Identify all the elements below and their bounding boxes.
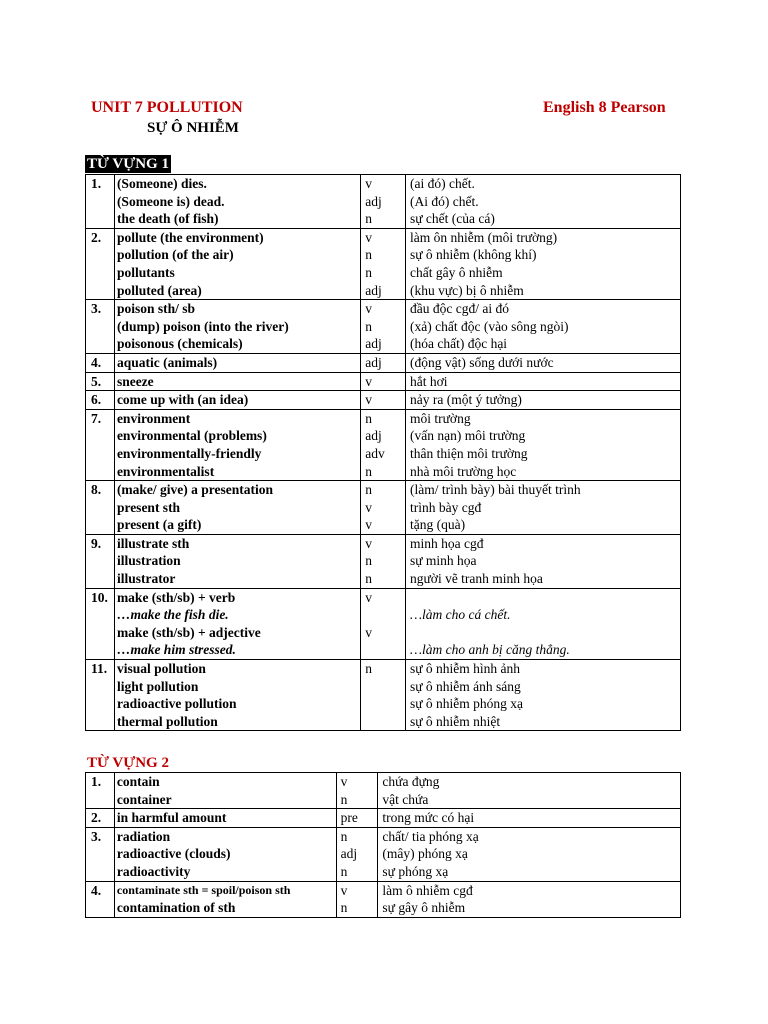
book-title: English 8 Pearson [543, 99, 666, 116]
english-term-cell [114, 409, 360, 480]
part-of-speech: adv [365, 445, 385, 461]
part-of-speech: v [365, 392, 372, 408]
vietnamese-meaning: sự ô nhiễm ánh sáng [409, 678, 521, 694]
part-of-speech: pre [340, 810, 358, 826]
part-of-speech-cell [361, 228, 406, 299]
part-of-speech-cell [361, 534, 406, 588]
english-term: (make/ give) a presentation [116, 482, 274, 498]
english-term: visual pollution [116, 661, 206, 677]
part-of-speech: n [365, 571, 372, 587]
vietnamese-meaning: trong mức có hại [382, 810, 475, 826]
english-term-cell [114, 481, 360, 535]
row-number [86, 409, 115, 480]
english-term: sneeze [116, 373, 154, 389]
vietnamese-meaning: làm ôn nhiễm (môi trường) [409, 229, 558, 245]
table-row [86, 588, 681, 659]
vietnamese-meaning: (hóa chất) độc hại [409, 336, 508, 352]
table-row [86, 534, 681, 588]
vietnamese-meaning: (ai đó) chết. [409, 176, 475, 191]
english-term: environmentalist [116, 463, 215, 479]
part-of-speech-cell [361, 372, 406, 391]
row-number [86, 372, 115, 391]
unit-subtitle: SỰ Ô NHIỄM [147, 120, 239, 136]
part-of-speech: n [340, 900, 348, 916]
vietnamese-meaning-cell [405, 175, 680, 229]
english-term: poisonous (chemicals) [116, 336, 243, 352]
table-row [86, 175, 681, 229]
row-number-text: 2. [91, 810, 102, 826]
table-row [86, 300, 681, 354]
table-row [86, 881, 681, 917]
english-term: come up with (an idea) [116, 392, 249, 408]
vietnamese-meaning: …làm cho cá chết. [409, 607, 511, 623]
english-term: poison sth/ sb [116, 301, 195, 317]
table-row [86, 409, 681, 480]
vietnamese-meaning: (xả) chất độc (vào sông ngòi) [409, 318, 569, 334]
part-of-speech-cell [336, 809, 378, 828]
english-term-cell [114, 228, 360, 299]
table-row [86, 372, 681, 391]
english-term: present (a gift) [116, 517, 202, 533]
english-term: illustrate sth [116, 535, 190, 551]
vietnamese-meaning-cell [405, 353, 680, 372]
part-of-speech [361, 678, 405, 696]
vietnamese-meaning-cell [405, 660, 680, 731]
vietnamese-meaning-cell [378, 773, 681, 809]
english-term-cell [114, 175, 360, 229]
english-term-cell [114, 881, 336, 917]
vietnamese-meaning: (làm/ trình bày) bài thuyết trình [409, 482, 581, 498]
table-row [86, 660, 681, 731]
table-row [86, 827, 681, 881]
table-row [86, 391, 681, 410]
part-of-speech: n [365, 264, 372, 280]
vocab-table-2 [85, 772, 681, 918]
vietnamese-meaning [406, 589, 680, 607]
row-number-text: 2. [91, 229, 102, 245]
part-of-speech: n [365, 318, 372, 334]
part-of-speech: n [365, 211, 372, 227]
part-of-speech: n [365, 661, 372, 677]
vietnamese-meaning: vật chứa [382, 791, 429, 807]
vietnamese-meaning: nhà môi trường học [409, 463, 517, 479]
row-number-text: 11. [91, 661, 108, 677]
part-of-speech: v [365, 535, 372, 551]
vietnamese-meaning-cell [405, 391, 680, 410]
part-of-speech: n [365, 553, 372, 569]
part-of-speech: n [365, 463, 372, 479]
part-of-speech-cell [361, 588, 406, 659]
vietnamese-meaning-cell [405, 534, 680, 588]
part-of-speech: adj [365, 354, 382, 370]
vietnamese-meaning-cell [405, 481, 680, 535]
vietnamese-meaning: minh họa cgđ [409, 535, 484, 551]
vocab-table-1 [85, 174, 681, 731]
row-number [86, 300, 115, 354]
english-term-cell [114, 588, 360, 659]
row-number [86, 809, 115, 828]
part-of-speech [361, 713, 405, 731]
english-term: pollute (the environment) [116, 229, 264, 245]
english-term-cell [114, 660, 360, 731]
english-term: environmentally-friendly [116, 445, 262, 461]
part-of-speech: n [365, 247, 372, 263]
english-term: radioactive (clouds) [116, 846, 231, 862]
row-number-text: 6. [91, 392, 102, 408]
table-row [86, 809, 681, 828]
row-number-text: 3. [91, 301, 102, 317]
row-number [86, 353, 115, 372]
vietnamese-meaning-cell [405, 588, 680, 659]
vietnamese-meaning: tặng (quà) [409, 517, 466, 533]
vietnamese-meaning-cell [378, 827, 681, 881]
part-of-speech: v [340, 774, 348, 789]
row-number [86, 534, 115, 588]
english-term-cell [114, 809, 336, 828]
english-term: in harmful amount [116, 810, 227, 826]
vietnamese-meaning-cell [405, 300, 680, 354]
english-term: make (sth/sb) + adjective [116, 624, 261, 640]
part-of-speech: v [365, 589, 372, 605]
vietnamese-meaning: (Ai đó) chết. [409, 193, 479, 209]
row-number [86, 588, 115, 659]
vietnamese-meaning: chất/ tia phóng xạ [382, 828, 479, 844]
english-term: thermal pollution [116, 713, 218, 729]
vietnamese-meaning: sự gây ô nhiễm [382, 900, 466, 916]
row-number-text: 4. [91, 354, 102, 370]
row-number [86, 773, 115, 809]
part-of-speech: v [365, 176, 372, 191]
part-of-speech-cell [361, 353, 406, 372]
english-term: contamination of sth [116, 900, 236, 916]
vietnamese-meaning: thân thiện môi trường [409, 445, 528, 461]
vietnamese-meaning-cell [405, 228, 680, 299]
part-of-speech: n [340, 863, 348, 879]
section-2-title: TỪ VỰNG 2 [87, 755, 169, 771]
part-of-speech: adj [365, 193, 382, 209]
part-of-speech: adj [340, 846, 358, 862]
row-number-text: 5. [91, 373, 102, 389]
english-term-cell [114, 300, 360, 354]
row-number-text: 3. [91, 828, 102, 844]
row-number-text: 10. [91, 589, 108, 605]
english-term: (Someone) dies. [116, 176, 207, 191]
part-of-speech [361, 606, 405, 624]
row-number [86, 481, 115, 535]
part-of-speech [361, 695, 405, 713]
vietnamese-meaning: …làm cho anh bị căng thẳng. [409, 642, 570, 658]
english-term-cell [114, 353, 360, 372]
row-number-text: 4. [91, 882, 102, 898]
part-of-speech-cell [361, 391, 406, 410]
english-term: aquatic (animals) [116, 354, 218, 370]
vietnamese-meaning: hắt hơi [409, 373, 448, 389]
english-term: pollutants [116, 264, 175, 280]
english-term: contaminate sth = spoil/poison sth [116, 882, 291, 897]
table-row [86, 228, 681, 299]
english-term: (Someone is) dead. [116, 193, 225, 209]
part-of-speech: v [365, 229, 372, 245]
part-of-speech [361, 641, 405, 659]
part-of-speech-cell [336, 773, 378, 809]
vietnamese-meaning-cell [405, 372, 680, 391]
vietnamese-meaning: trình bày cgđ [409, 499, 482, 515]
english-term-cell [114, 372, 360, 391]
table-row [86, 353, 681, 372]
part-of-speech-cell [361, 409, 406, 480]
english-term: pollution (of the air) [116, 247, 234, 263]
part-of-speech: v [365, 373, 372, 389]
english-term: polluted (area) [116, 282, 202, 298]
row-number-text: 1. [91, 774, 102, 789]
english-term: environment [116, 410, 191, 426]
vietnamese-meaning [406, 624, 680, 642]
english-term: illustration [116, 553, 181, 569]
english-term: make (sth/sb) + verb [116, 589, 236, 605]
vietnamese-meaning: (khu vực) bị ô nhiễm [409, 282, 524, 298]
row-number [86, 827, 115, 881]
vietnamese-meaning: sự phóng xạ [382, 863, 449, 879]
vietnamese-meaning: sự ô nhiễm nhiệt [409, 713, 501, 729]
vietnamese-meaning: sự minh họa [409, 553, 477, 569]
part-of-speech: v [340, 882, 348, 898]
part-of-speech: adj [365, 282, 382, 298]
english-term-cell [114, 391, 360, 410]
english-term: radioactive pollution [116, 696, 237, 712]
vietnamese-meaning: sự ô nhiễm hình ảnh [409, 661, 521, 677]
table-row [86, 773, 681, 809]
vietnamese-meaning: (động vật) sống dưới nước [409, 354, 554, 370]
english-term: radiation [116, 828, 171, 844]
row-number [86, 660, 115, 731]
part-of-speech: v [365, 499, 372, 515]
row-number-text: 1. [91, 176, 102, 191]
part-of-speech: adj [365, 428, 382, 444]
part-of-speech-cell [336, 881, 378, 917]
part-of-speech-cell [361, 175, 406, 229]
english-term-cell [114, 827, 336, 881]
vietnamese-meaning: chứa đựng [382, 774, 440, 789]
english-term: …make him stressed. [116, 642, 236, 658]
row-number [86, 175, 115, 229]
vietnamese-meaning: chất gây ô nhiễm [409, 264, 503, 280]
vietnamese-meaning: đầu độc cgđ/ ai đó [409, 301, 509, 317]
row-number-text: 8. [91, 482, 102, 498]
english-term: contain [116, 774, 160, 789]
english-term: …make the fish die. [116, 607, 229, 623]
vietnamese-meaning: người vẽ tranh minh họa [409, 571, 543, 587]
english-term: illustrator [116, 571, 176, 587]
table-row [86, 481, 681, 535]
vietnamese-meaning-cell [378, 881, 681, 917]
unit-title: UNIT 7 POLLUTION [91, 99, 243, 116]
vietnamese-meaning: (mây) phóng xạ [382, 846, 468, 862]
row-number-text: 9. [91, 535, 102, 551]
english-term-cell [114, 534, 360, 588]
part-of-speech: v [365, 301, 372, 317]
part-of-speech: n [340, 828, 348, 844]
english-term: radioactivity [116, 863, 191, 879]
vietnamese-meaning-cell [378, 809, 681, 828]
part-of-speech: n [365, 410, 372, 426]
english-term: the death (of fish) [116, 211, 219, 227]
part-of-speech-cell [336, 827, 378, 881]
vietnamese-meaning: môi trường [409, 410, 471, 426]
vietnamese-meaning-cell [405, 409, 680, 480]
section-1-title: TỪ VỰNG 1 [87, 156, 169, 172]
vietnamese-meaning: (vấn nạn) môi trường [409, 428, 526, 444]
english-term: present sth [116, 499, 181, 515]
english-term: (dump) poison (into the river) [116, 318, 289, 334]
vietnamese-meaning: sự chết (của cá) [409, 211, 495, 227]
part-of-speech: n [340, 791, 348, 807]
row-number [86, 881, 115, 917]
part-of-speech: n [365, 482, 372, 498]
part-of-speech: v [365, 624, 372, 640]
vietnamese-meaning: sự ô nhiễm phóng xạ [409, 696, 524, 712]
row-number-text: 7. [91, 410, 102, 426]
part-of-speech: adj [365, 336, 382, 352]
part-of-speech-cell [361, 300, 406, 354]
row-number [86, 391, 115, 410]
english-term: light pollution [116, 678, 199, 694]
vietnamese-meaning: làm ô nhiễm cgđ [382, 882, 473, 898]
english-term: environmental (problems) [116, 428, 267, 444]
part-of-speech-cell [361, 481, 406, 535]
vietnamese-meaning: sự ô nhiễm (không khí) [409, 247, 537, 263]
part-of-speech: v [365, 517, 372, 533]
english-term: container [116, 791, 172, 807]
english-term-cell [114, 773, 336, 809]
vietnamese-meaning: nảy ra (một ý tưởng) [409, 392, 522, 408]
part-of-speech-cell [361, 660, 406, 731]
row-number [86, 228, 115, 299]
